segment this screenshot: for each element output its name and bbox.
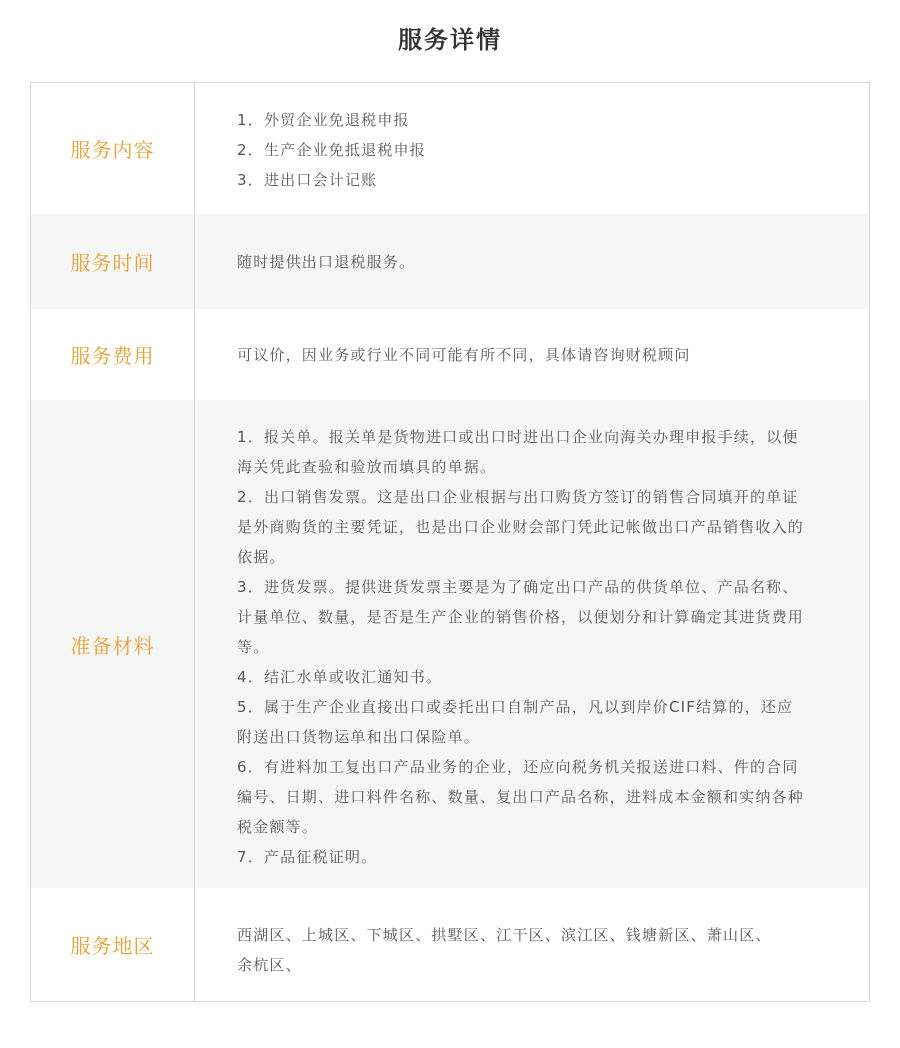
row-label: 服务费用 [70, 344, 155, 368]
row-service-area [31, 888, 869, 1001]
row-content [237, 340, 691, 370]
content-line: 依据。 [237, 548, 286, 566]
row-label: 准备材料 [70, 633, 155, 658]
content-line: 编号、日期、进口料件名称、数量、复出口产品名称，进料成本金额和实纳各种 [237, 788, 805, 806]
content-line: 是外商购货的主要凭证，也是出口企业财会部门凭此记帐做出口产品销售收入的 [237, 518, 805, 536]
content-line: 可议价，因业务或行业不同可能有所不同，具体请咨询财税顾问 [237, 345, 691, 364]
content-cell [195, 400, 869, 888]
content-line: 税金额等。 [237, 818, 319, 836]
page-title: 服务详情 [398, 26, 502, 54]
content-line: 1．报关单。报关单是货物进口或出口时进出口企业向海关办理申报手续，以便 [237, 428, 799, 446]
label-cell [31, 83, 195, 214]
row-service-time [31, 214, 869, 309]
content-line: 7．产品征税证明。 [237, 848, 378, 866]
content-line: 附送出口货物运单和出口保险单。 [237, 728, 481, 746]
content-cell [195, 83, 869, 214]
content-line: 西湖区、上城区、下城区、拱墅区、江干区、滨江区、钱塘新区、萧山区、 [237, 926, 772, 944]
content-cell [195, 214, 869, 309]
row-label: 服务地区 [70, 934, 155, 958]
row-service-fee [31, 309, 869, 400]
content-line: 等。 [237, 638, 270, 656]
content-line: 2．生产企业免抵退税申报 [237, 141, 426, 159]
row-service-content [31, 83, 869, 214]
content-line: 1．外贸企业免退税申报 [237, 111, 410, 129]
label-cell [31, 309, 195, 400]
content-line: 计量单位、数量，是否是生产企业的销售价格，以便划分和计算确定其进货费用 [237, 608, 805, 626]
content-cell [195, 888, 869, 1001]
row-label: 服务内容 [70, 138, 155, 162]
content-line: 海关凭此查验和验放而填具的单据。 [237, 458, 497, 476]
content-line: 2．出口销售发票。这是出口企业根据与出口购货方签订的销售合同填开的单证 [237, 488, 799, 506]
row-content [237, 920, 772, 980]
content-line: 3．进出口会计记账 [237, 171, 378, 189]
content-line: 5．属于生产企业直接出口或委托出口自制产品，凡以到岸价CIF结算的，还应 [237, 698, 794, 716]
label-cell [31, 214, 195, 309]
row-content [237, 105, 426, 195]
row-content [237, 247, 415, 277]
row-required-materials [31, 400, 869, 888]
service-detail-table [30, 82, 870, 1002]
label-cell [31, 888, 195, 1001]
label-cell [31, 400, 195, 888]
content-line: 6．有进料加工复出口产品业务的企业，还应向税务机关报送进口料、件的合同 [237, 758, 799, 776]
row-label: 服务时间 [70, 251, 155, 275]
row-content [237, 422, 804, 872]
content-line: 随时提供出口退税服务。 [237, 252, 416, 271]
content-line: 4．结汇水单或收汇通知书。 [237, 668, 443, 686]
content-line: 3．进货发票。提供进货发票主要是为了确定出口产品的供货单位、产品名称、 [237, 578, 799, 596]
content-cell [195, 309, 869, 400]
content-line: 余杭区、 [237, 956, 302, 974]
